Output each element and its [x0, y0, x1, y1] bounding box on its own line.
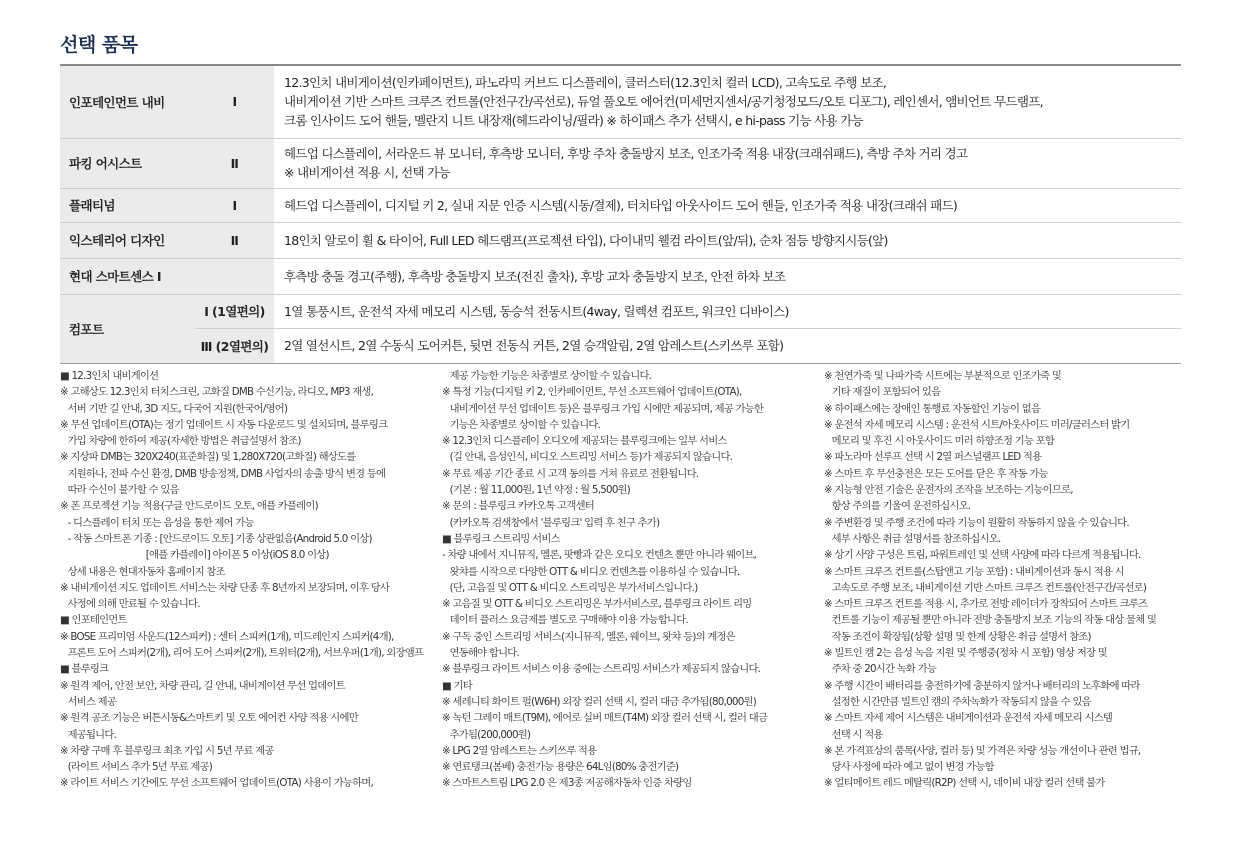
desc-line: 헤드업 디스플레이, 디지털 키 2, 실내 지문 인증 시스템(시동/결제), 터치타입 아웃사이드 도어 핸들, 인조가죽 적용 내장(크래쉬 패드)	[284, 197, 958, 213]
desc-line: 12.3인치 내비게이션(인카페이먼트), 파노라믹 커브드 디스플레이, 클러스터(12.3인치 컬러 LCD), 고속도로 주행 보조,	[284, 75, 887, 91]
desc-line: 2열 열선시트, 2열 수동식 도어커튼, 뒷면 전동식 커튼, 2열 승객알림, 2열 암레스트(스키쓰루 포함)	[284, 338, 784, 353]
note-line: ※ 주변환경 및 주행 조건에 따라 기능이 원활히 작동하지 않을 수 있습니다.	[824, 516, 1129, 529]
option-desc	[274, 65, 1181, 138]
desc-line: ※ 내비게이션 적용 시, 선택 가능	[284, 165, 450, 180]
option-grade: Ⅲ (2열편의)	[195, 328, 274, 363]
note-line: 컨트롤 기능이 제공될 뿐만 아니라 전방 충돌방지 보조 기능의 작동 대상 물체 및	[824, 614, 1157, 627]
note-line: (라이트 서비스 추가 5년 무료 제공)	[60, 761, 213, 774]
note-line: ※ 파노라마 선루프 선택 시 2열 퍼스널램프 LED 적용	[824, 451, 1042, 464]
note-line: ※ 스마트스트림 LPG 2.0 은 제3종 저공해자동차 인증 차량임	[442, 777, 692, 790]
note-line: - 작동 스마트폰 기종 : [안드로이드 오토] 기종 상관없음(Android 5.0 이상)	[60, 532, 372, 545]
note-line: 서비스 제공	[60, 695, 117, 708]
option-desc	[274, 188, 1181, 222]
note-line: ※ 특정 기능(디지털 키 2, 인카페이먼트, 무선 소프트웨어 업데이트(OTA),	[442, 386, 742, 399]
option-name: 현대 스마트센스 Ⅰ	[60, 258, 195, 294]
note-line: ※ 문의 : 블루링크 카카오톡 고객센터	[442, 500, 594, 513]
note-line: 추가됨(200,000원)	[442, 728, 531, 741]
note-line: ■ 블루링크 스트리밍 서비스	[442, 532, 560, 545]
options-table	[60, 64, 1181, 364]
note-line: (기본 : 월 11,000원, 1년 약정 : 월 5,500원)	[442, 484, 631, 497]
note-line: ※ 차량 구매 후 블루링크 최초 가입 시 5년 무료 제공	[60, 744, 274, 757]
desc-line: 헤드업 디스플레이, 서라운드 뷰 모니터, 후측방 모니터, 후방 주차 충돌방지 보조, 인조가죽 적용 내장(크래쉬패드), 측방 주차 거리 경고	[284, 146, 968, 161]
option-desc	[274, 258, 1181, 294]
note-line: ※ 녹턴 그레이 매트(T9M), 에어로 실버 매트(T4M) 외장 컬러 선택 시, 컬러 대금	[442, 712, 768, 725]
note-line: ※ 세레니티 화이트 펄(W6H) 외장 컬러 선택 시, 컬러 대금 추가됨(80,000원)	[442, 695, 756, 708]
option-grade	[195, 258, 274, 294]
notes-column-3	[824, 368, 1184, 792]
note-line: 제공됩니다.	[60, 728, 117, 741]
note-line: 따라 수신이 불가할 수 있음	[60, 484, 179, 497]
note-line: ※ 주행 시간이 배터리를 충전하기에 충분하지 않거나 배터리의 노후화에 따라	[824, 679, 1140, 692]
note-line: ※ 스마트 크루즈 컨트롤 적용 시, 추가로 전방 레이더가 장착되어 스마트 크루즈	[824, 598, 1148, 611]
note-line: 세부 사항은 취급 설명서를 참조하십시오.	[824, 532, 1001, 545]
desc-line: 후측방 충돌 경고(주행), 후측방 충돌방지 보조(전진 출차), 후방 교차 충돌방지 보조, 안전 하차 보조	[284, 268, 786, 284]
note-line: - 디스플레이 터치 또는 음성을 통한 제어 가능	[60, 516, 254, 529]
note-line: ※ 블루링크 라이트 서비스 이용 중에는 스트리밍 서비스가 제공되지 않습니다.	[442, 663, 761, 676]
note-line: 당사 사정에 따라 예고 없이 변경 가능함	[824, 761, 994, 774]
table-row	[60, 222, 1181, 258]
note-line: ※ 원격 제어, 안전 보안, 차량 관리, 길 안내, 내비게이션 무선 업데이트	[60, 679, 345, 692]
notes-column-2	[442, 368, 814, 792]
note-line: ※ LPG 2열 암레스트는 스키쓰루 적용	[442, 744, 597, 757]
option-name: 익스테리어 디자인	[60, 222, 195, 258]
note-line: 고속도로 주행 보조, 내비게이션 기반 스마트 크루즈 컨트롤(안전구간/곡선로)	[824, 581, 1147, 594]
note-line: 제공 가능한 기능은 차종별로 상이할 수 있습니다.	[442, 370, 652, 382]
option-grade: Ⅰ	[195, 188, 274, 222]
note-line: ■ 12.3인치 내비게이션	[60, 370, 159, 382]
note-line: 내비게이션 무선 업데이트 등)은 블루링크 가입 시에만 제공되며, 제공 가능한	[442, 402, 764, 415]
note-line: 서버 기반 길 안내, 3D 지도, 다국어 지원(한국어/영어)	[60, 402, 288, 415]
note-line: [애플 카플레이] 아이폰 5 이상(iOS 8.0 이상)	[60, 549, 329, 562]
note-line: ※ 빌트인 캠 2는 음성 녹음 지원 및 주행중(정차 시 포함) 영상 저장 및	[824, 647, 1107, 660]
note-line: 선택 시 적용	[824, 728, 883, 741]
note-line: 지원하나, 전파 수신 환경, DMB 방송정책, DMB 사업자의 송출 방식 변경 등에	[60, 467, 386, 480]
desc-line: 내비게이션 기반 스마트 크루즈 컨트롤(안전구간/곡선로), 듀얼 풀오토 에어컨(미세먼지센서/공기청정모드/오토 디포그), 레인센서, 앰비언트 무드램프,	[284, 94, 1043, 110]
note-line: 주차 중 20시간 녹화 가능	[824, 663, 937, 676]
note-line: ※ 스마트 후 무선충전은 모든 도어를 닫은 후 작동 가능	[824, 467, 1048, 480]
note-line: - 차량 내에서 지니뮤직, 멜론, 팟빵과 같은 오디오 컨텐츠 뿐만 아니라 웨이브,	[442, 549, 757, 562]
note-line: ※ 얼티메이트 레드 메탈릭(R2P) 선택 시, 네이비 내장 컬러 선택 불가	[824, 777, 1105, 790]
note-line: ■ 인포테인먼트	[60, 614, 127, 627]
note-line: ※ 상기 사양 구성은 트림, 파워트레인 및 선택 사양에 따라 다르게 적용됩니다.	[824, 549, 1141, 562]
note-line: ※ BOSE 프리미엄 사운드(12스피커) : 센터 스피커(1개), 미드레인지 스피커(4개),	[60, 630, 394, 643]
desc-line: 18인치 알로이 휠 & 타이어, Full LED 헤드램프(프로젝션 타입), 다이내믹 웰컴 라이트(앞/뒤), 순차 점등 방향지시등(앞)	[284, 232, 888, 248]
option-desc	[274, 222, 1181, 258]
table-row	[60, 188, 1181, 222]
note-line: ※ 스마트 자세 제어 시스템은 내비게이션과 운전석 자세 메모리 시스템	[824, 712, 1113, 725]
table-row	[60, 65, 1181, 138]
table-row	[60, 138, 1181, 188]
note-line: 기능은 차종별로 상이할 수 있습니다.	[442, 418, 601, 431]
note-line: ※ 천연가죽 및 나파가죽 시트에는 부분적으로 인조가죽 및	[824, 370, 1062, 382]
note-line: ※ 내비게이션 지도 업데이트 서비스는 차량 단종 후 8년까지 보장되며, 이후 당사	[60, 581, 390, 594]
desc-line: 1열 통풍시트, 운전석 자세 메모리 시스템, 동승석 전동시트(4way, 릴렉션 컴포트, 워크인 디바이스)	[284, 303, 789, 319]
note-line: 메모리 및 후진 시 아웃사이드 미러 하향조정 기능 포함	[824, 435, 1055, 448]
note-line: 작동 조건이 확장됨(상황 설명 및 한계 상황은 취급 설명서 참조)	[824, 630, 1091, 643]
option-name: 인포테인먼트 내비	[60, 65, 195, 138]
option-grade: Ⅱ	[195, 138, 274, 188]
note-line: 사정에 의해 만료될 수 있습니다.	[60, 598, 200, 611]
note-line: ※ 폰 프로젝션 기능 적용(구글 안드로이드 오토, 애플 카플레이)	[60, 500, 318, 513]
note-line: ※ 무료 제공 기간 종료 시 고객 동의를 거쳐 유료로 전환됩니다.	[442, 467, 699, 480]
note-line: ※ 운전석 자세 메모리 시스템 : 운전석 시트/아웃사이드 미러/클러스터 밝기	[824, 418, 1130, 431]
table-row	[60, 294, 1181, 328]
note-line: ※ 지상파 DMB는 320X240(표준화질) 및 1,280X720(고화질) 해상도를	[60, 451, 356, 464]
option-desc	[274, 328, 1181, 363]
note-line: 프론트 도어 스피커(2개), 리어 도어 스피커(2개), 트위터(2개), 서브우퍼(1개), 외장앰프	[60, 647, 424, 660]
note-line: (길 안내, 음성인식, 비디오 스트리밍 서비스 등)가 제공되지 않습니다.	[442, 451, 733, 464]
note-line: ※ 고해상도 12.3인치 터치스크린, 고화질 DMB 수신기능, 라디오, MP3 재생,	[60, 386, 374, 399]
note-line: 기타 재질이 포함되어 있음	[824, 386, 941, 399]
note-line: 가입 차량에 한하여 제공(자세한 방법은 취급설명서 참조)	[60, 435, 301, 448]
page-title: 선택 품목	[60, 34, 138, 56]
note-line: ■ 블루링크	[60, 663, 109, 676]
note-line: ※ 12.3인치 디스플레이 오디오에 제공되는 블루링크에는 일부 서비스	[442, 435, 727, 448]
note-line: ※ 본 가격표상의 품목(사양, 컬러 등) 및 가격은 차량 성능 개선이나 관련 법규,	[824, 744, 1141, 757]
option-grade: Ⅱ	[195, 222, 274, 258]
note-line: 설정한 시간만큼 빌트인 캠의 주차녹화가 작동되지 않을 수 있음	[824, 695, 1091, 708]
note-line: ※ 스마트 크루즈 컨트롤(스탑앤고 기능 포함) : 내비게이션과 동시 적용 시	[824, 565, 1124, 578]
option-grade: Ⅰ (1열편의)	[195, 294, 274, 328]
note-line: 데이터 플러스 요금제를 별도로 구매해야 이용 가능합니다.	[442, 614, 688, 627]
note-line: ※ 하이패스에는 장애인 통행료 자동할인 기능이 없음	[824, 402, 1041, 415]
notes-column-1	[60, 368, 430, 792]
note-line: ※ 지능형 안전 기술은 운전자의 조작을 보조하는 기능이므로,	[824, 484, 1073, 497]
note-line: (단, 고음질 및 OTT & 비디오 스트리밍은 부가서비스입니다.)	[442, 581, 698, 594]
table-row	[60, 258, 1181, 294]
note-line: 왓챠를 시작으로 다양한 OTT & 비디오 컨텐츠를 이용하실 수 있습니다.	[442, 565, 740, 578]
note-line: (카카오톡 검색창에서 '블루링크' 입력 후 친구 추가)	[442, 516, 660, 529]
note-line: 항상 주의를 기울여 운전하십시오.	[824, 500, 971, 513]
option-name: 파킹 어시스트	[60, 138, 195, 188]
option-name: 플래티넘	[60, 188, 195, 222]
note-line: ※ 고음질 및 OTT & 비디오 스트리밍은 부가서비스로, 블루링크 라이트 리밍	[442, 598, 752, 611]
option-desc	[274, 138, 1181, 188]
note-line: 상세 내용은 현대자동차 홈페이지 참조	[60, 565, 225, 578]
option-grade: Ⅰ	[195, 65, 274, 138]
note-line: ※ 연료탱크(봄베) 충전가능 용량은 64L임(80% 충전기준)	[442, 761, 679, 774]
note-line: ※ 무선 업데이트(OTA)는 정기 업데이트 시 자동 다운로드 및 설치되며, 블루링크	[60, 418, 388, 431]
option-desc	[274, 294, 1181, 328]
desc-line: 크롬 인사이드 도어 핸들, 멜란지 니트 내장재(헤드라이닝/필라) ※ 하이패스 추가 선택시, e hi-pass 기능 사용 가능	[284, 113, 863, 129]
note-line: ※ 원격 공조 기능은 버튼시동&스마트키 및 오토 에어컨 사양 적용 시에만	[60, 712, 358, 725]
note-line: 연동해야 합니다.	[442, 647, 519, 660]
option-name: 컴포트	[60, 294, 195, 363]
note-line: ※ 라이트 서비스 기간에도 무선 소프트웨어 업데이트(OTA) 사용이 가능하며,	[60, 777, 374, 790]
table-row	[60, 328, 1181, 363]
note-line: ※ 구독 중인 스트리밍 서비스(지니뮤직, 멜론, 웨이브, 왓챠 등)의 계정은	[442, 630, 736, 643]
note-line: ■ 기타	[442, 679, 472, 692]
